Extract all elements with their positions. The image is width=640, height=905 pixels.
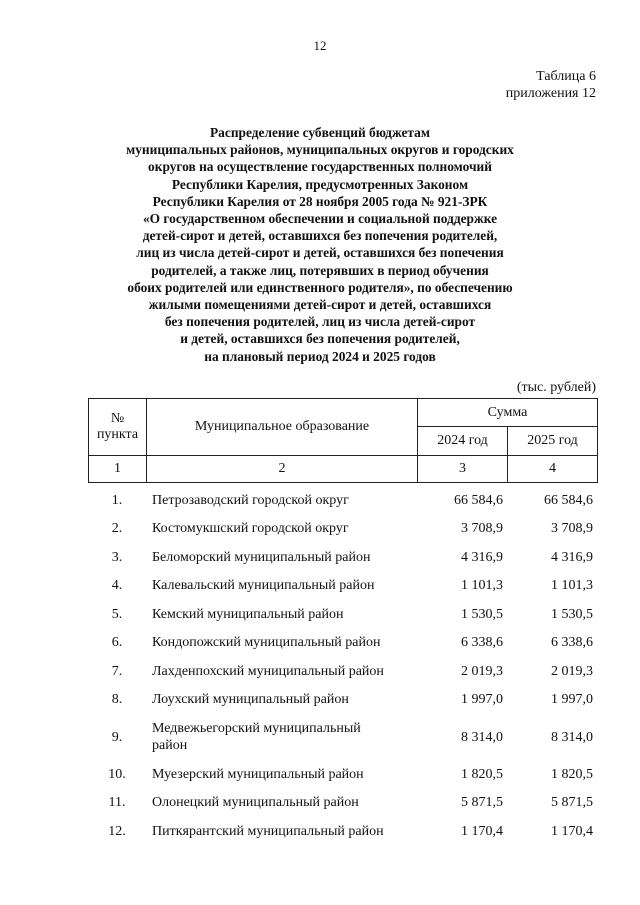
column-number-3: 3 — [418, 456, 508, 483]
table-reference — [506, 68, 596, 102]
header-year-2025: 2025 год — [508, 427, 598, 456]
value-2025: 66 584,6 — [544, 492, 593, 508]
value-2024: 1 820,5 — [461, 766, 503, 782]
row-number: 10. — [108, 766, 126, 782]
value-2024: 1 997,0 — [461, 692, 503, 708]
value-2025: 1 170,4 — [551, 823, 593, 839]
row-number: 11. — [108, 795, 126, 811]
row-number: 4. — [111, 578, 123, 594]
data-table — [88, 486, 597, 846]
title-line: жилыми помещениями детей-сирот и детей, оставшихся — [148, 297, 492, 313]
title-line: лиц из числа детей-сирот и детей, оставшихся без попечения — [136, 245, 504, 261]
table-row — [88, 600, 597, 629]
table-row — [88, 486, 597, 515]
value-2024: 5 871,5 — [461, 795, 503, 811]
header-sum: Сумма — [418, 399, 598, 427]
title-line: Республики Карелия, предусмотренных Законом — [171, 176, 469, 192]
row-number: 7. — [111, 663, 123, 679]
municipality-name: Калевальский муниципальный район — [152, 578, 375, 594]
row-number: 6. — [111, 635, 123, 651]
title-line: детей-сирот и детей, оставшихся без попечения родителей, — [142, 228, 498, 244]
title-line: муниципальных районов, муниципальных округов и городских — [126, 142, 514, 158]
header-year-2024: 2024 год — [418, 427, 508, 456]
row-number: 2. — [111, 521, 123, 537]
table-row — [88, 686, 597, 715]
table-row — [88, 657, 597, 686]
value-2025: 2 019,3 — [551, 663, 593, 679]
row-number: 12. — [108, 823, 126, 839]
title-line: округов на осуществление государственных полномочий — [148, 159, 492, 175]
value-2025: 8 314,0 — [551, 729, 593, 745]
title-line: без попечения родителей, лиц из числа детей-сирот — [164, 314, 476, 330]
row-number: 3. — [111, 549, 123, 565]
appendix-label: приложения 12 — [505, 86, 596, 101]
municipality-name: Кондопожский муниципальный район — [152, 635, 381, 651]
title-line: Республики Карелия от 28 ноября 2005 года № 921-ЗРК — [152, 193, 488, 209]
municipality-name: Питкярантский муниципальный район — [152, 823, 384, 839]
municipality-name: Лахденпохский муниципальный район — [152, 663, 384, 679]
value-2024: 1 101,3 — [461, 578, 503, 594]
value-2025: 6 338,6 — [551, 635, 593, 651]
title-line: на плановый период 2024 и 2025 годов — [204, 348, 436, 364]
municipality-name: Кемский муниципальный район — [152, 606, 344, 622]
municipality-name: Олонецкий муниципальный район — [152, 795, 359, 811]
table-row — [88, 572, 597, 601]
column-number-4: 4 — [508, 456, 598, 483]
municipality-name-line: Медвежьегорский муниципальный — [152, 721, 361, 736]
table-row — [88, 629, 597, 658]
column-number-2: 2 — [147, 456, 418, 483]
value-2025: 1 820,5 — [551, 766, 593, 782]
value-2024: 3 708,9 — [461, 521, 503, 537]
table-row — [88, 789, 597, 818]
value-2024: 66 584,6 — [454, 492, 503, 508]
header-municipality: Муниципальное образование — [147, 399, 418, 456]
title-line: Распределение субвенций бюджетам — [210, 125, 430, 140]
header-number-symbol: № — [110, 411, 125, 426]
municipality-name: Беломорский муниципальный район — [152, 549, 371, 565]
document-title — [60, 124, 580, 365]
header-number-label: пункта — [96, 427, 139, 442]
title-line: родителей, а также лиц, потерявших в период обучения — [151, 262, 489, 278]
units-label: (тыс. рублей) — [516, 380, 596, 395]
row-number: 5. — [111, 606, 123, 622]
column-number-1: 1 — [89, 456, 147, 483]
municipality-name-line: район — [152, 738, 188, 753]
value-2025: 1 530,5 — [551, 606, 593, 622]
value-2025: 3 708,9 — [551, 521, 593, 537]
table-row — [88, 543, 597, 572]
table-header — [88, 398, 598, 483]
value-2024: 1 170,4 — [461, 823, 503, 839]
value-2024: 6 338,6 — [461, 635, 503, 651]
page-number: 12 — [313, 38, 327, 53]
value-2024: 2 019,3 — [461, 663, 503, 679]
municipality-name: Петрозаводский городской округ — [152, 492, 349, 508]
value-2024: 8 314,0 — [461, 729, 503, 745]
title-line: «О государственном обеспечении и социальной поддержке — [142, 211, 498, 227]
municipality-name — [146, 714, 417, 760]
municipality-name: Лоухский муниципальный район — [152, 692, 349, 708]
row-number: 8. — [111, 692, 123, 708]
title-line: обоих родителей или единственного родителя», по обеспечению — [127, 279, 513, 295]
value-2024: 4 316,9 — [461, 549, 503, 565]
row-number: 1. — [111, 492, 123, 508]
value-2025: 1 101,3 — [551, 578, 593, 594]
row-number: 9. — [111, 729, 123, 745]
header-number-cell — [89, 399, 147, 456]
title-line: и детей, оставшихся без попечения родителей, — [180, 331, 460, 347]
municipality-name: Костомукшский городской округ — [152, 521, 349, 537]
table-row — [88, 515, 597, 544]
table-row — [88, 714, 597, 760]
table-row — [88, 817, 597, 846]
table-row — [88, 760, 597, 789]
value-2025: 1 997,0 — [551, 692, 593, 708]
value-2025: 4 316,9 — [551, 549, 593, 565]
value-2025: 5 871,5 — [551, 795, 593, 811]
municipality-name: Муезерский муниципальный район — [152, 766, 364, 782]
table-label: Таблица 6 — [536, 69, 596, 84]
value-2024: 1 530,5 — [461, 606, 503, 622]
